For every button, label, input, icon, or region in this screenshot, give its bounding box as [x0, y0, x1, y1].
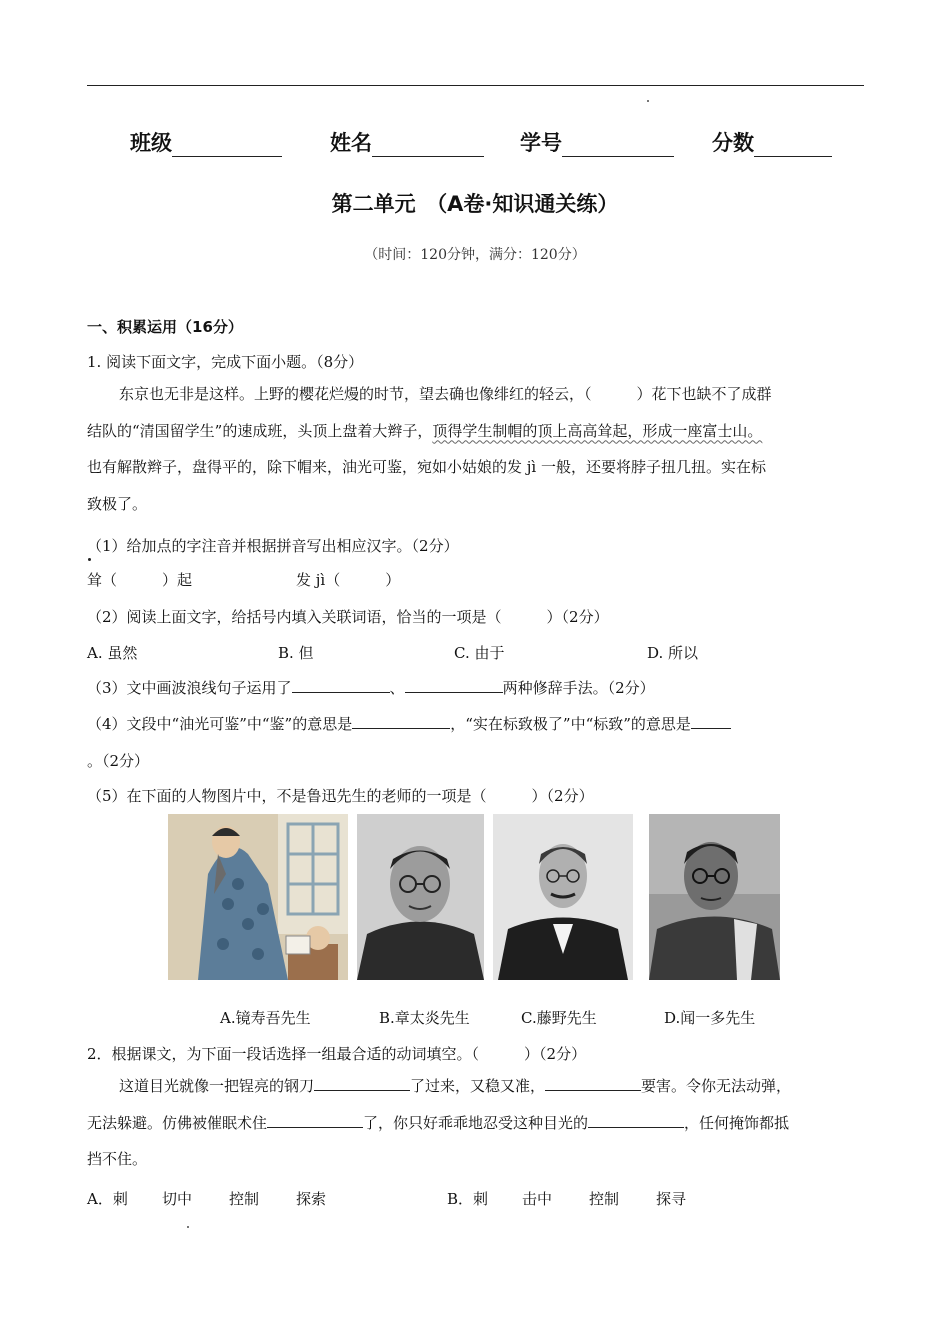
- class-field: [130, 127, 282, 157]
- blank[interactable]: [691, 713, 731, 729]
- q2-option-a-word-2: 切中: [162, 1190, 193, 1208]
- option-c: C. 由于: [454, 644, 505, 662]
- question-2-stem: 2．根据课文，为下面一段话选择一组最合适的动词填空。（ ）（2分）: [87, 1045, 587, 1063]
- caption-d: D.闻一多先生: [664, 1009, 756, 1027]
- page-subtitle: （时间：120分钟，满分：120分）: [364, 247, 586, 263]
- portrait-b-image: [357, 814, 484, 980]
- option-a: A. 虽然: [87, 644, 138, 662]
- caption-b: B.章太炎先生: [379, 1009, 470, 1027]
- sub-question-5: （5）在下面的人物图片中，不是鲁迅先生的老师的一项是（ ）（2分）: [87, 787, 594, 805]
- class-label: 班级: [130, 131, 172, 155]
- q2-option-a-word-3: 控制: [229, 1190, 260, 1208]
- sub-question-4-end: 。（2分）: [87, 752, 150, 770]
- portrait-a-image: [168, 814, 348, 980]
- question-1-stem: 1. 阅读下面文字，完成下面小题。（8分）: [87, 353, 364, 371]
- q2-line-3: 挡不住。: [87, 1150, 148, 1168]
- score-label: 分数: [712, 131, 754, 155]
- q2-option-b-word-3: 控制: [589, 1190, 620, 1208]
- blank[interactable]: [352, 713, 450, 729]
- blank[interactable]: [314, 1075, 410, 1091]
- passage-line-3: 也有解散辫子，盘得平的，除下帽来，油光可鉴，宛如小姑娘的发 jì 一般，还要将脖子扭几扭。实在标: [87, 458, 766, 476]
- blank[interactable]: [267, 1112, 363, 1128]
- q2-option-a: A．刺: [87, 1190, 128, 1208]
- q2-option-b-word-2: 击中: [522, 1190, 553, 1208]
- sub-question-2: （2）阅读上面文字，给括号内填入关联词语，恰当的一项是（ ）（2分）: [87, 608, 609, 626]
- sub-question-4: （4）文段中“油光可鉴”中“鉴”的意思是 ，“实在标致极了”中“标致”的意思是: [87, 713, 731, 734]
- wavy-sentence: 顶得学生制帽的顶上高高耸起，形成一座富士山。: [432, 421, 763, 440]
- q2-option-b-word-4: 探寻: [656, 1190, 687, 1208]
- option-d: D. 所以: [647, 644, 699, 662]
- score-blank[interactable]: [754, 136, 832, 157]
- student-id-label: 学号: [520, 131, 562, 155]
- portrait-d-image: [649, 814, 780, 980]
- section-heading: 一、积累运用（16分）: [87, 318, 243, 336]
- name-field: [330, 127, 484, 157]
- q2-line-2: 无法躲避。仿佛被催眠术住 了，你只好乖乖地忍受这种目光的 ，任何掩饰都抵: [87, 1113, 790, 1132]
- q2-option-a-word-4: 探索: [296, 1190, 327, 1208]
- speck: [187, 1226, 189, 1228]
- caption-a: A.镜寿吾先生: [220, 1009, 311, 1027]
- sub-question-1-b: 发 jì（ ）: [296, 571, 401, 589]
- class-blank[interactable]: [172, 136, 282, 157]
- blank[interactable]: [405, 677, 503, 693]
- blank[interactable]: [545, 1075, 641, 1091]
- q2-option-b: B．刺: [447, 1190, 489, 1208]
- portrait-c-image: [493, 814, 633, 980]
- student-id-blank[interactable]: [562, 136, 674, 157]
- name-blank[interactable]: [372, 136, 484, 157]
- page-title: 第二单元 （A卷·知识通关练）: [331, 192, 619, 216]
- caption-c: C.藤野先生: [521, 1009, 597, 1027]
- name-label: 姓名: [330, 131, 372, 155]
- q2-line-1: 这道目光就像一把锃亮的钢刀 了过来，又稳又准， 要害。令你无法动弹，: [119, 1077, 792, 1095]
- blank[interactable]: [292, 677, 390, 693]
- top-rule: [87, 85, 864, 86]
- sub-question-1-a: 耸（ ）起: [87, 571, 193, 589]
- sub-question-1: （1）给加点的字注音并根据拼音写出相应汉字。（2分）: [87, 537, 459, 555]
- speck: [647, 100, 649, 102]
- passage-line-4: 致极了。: [87, 494, 148, 513]
- passage-line-2: 结队的“清国留学生”的速成班，头顶上盘着大辫子，顶得学生制帽的顶上高高耸起，形成一座富士山。: [87, 421, 763, 440]
- blank[interactable]: [588, 1112, 684, 1128]
- student-id-field: [520, 127, 674, 157]
- emphasis-dot: [88, 558, 91, 561]
- score-field: [712, 127, 832, 157]
- passage-line-1: 东京也无非是这样。上野的樱花烂熳的时节，望去确也像绯红的轻云，（ ）花下也缺不了成群: [119, 385, 772, 403]
- option-b: B. 但: [278, 644, 314, 662]
- passage: [87, 376, 862, 522]
- sub-question-3: （3）文中画波浪线句子运用了 、 两种修辞手法。（2分）: [87, 679, 655, 697]
- question-2-passage: [87, 1068, 862, 1178]
